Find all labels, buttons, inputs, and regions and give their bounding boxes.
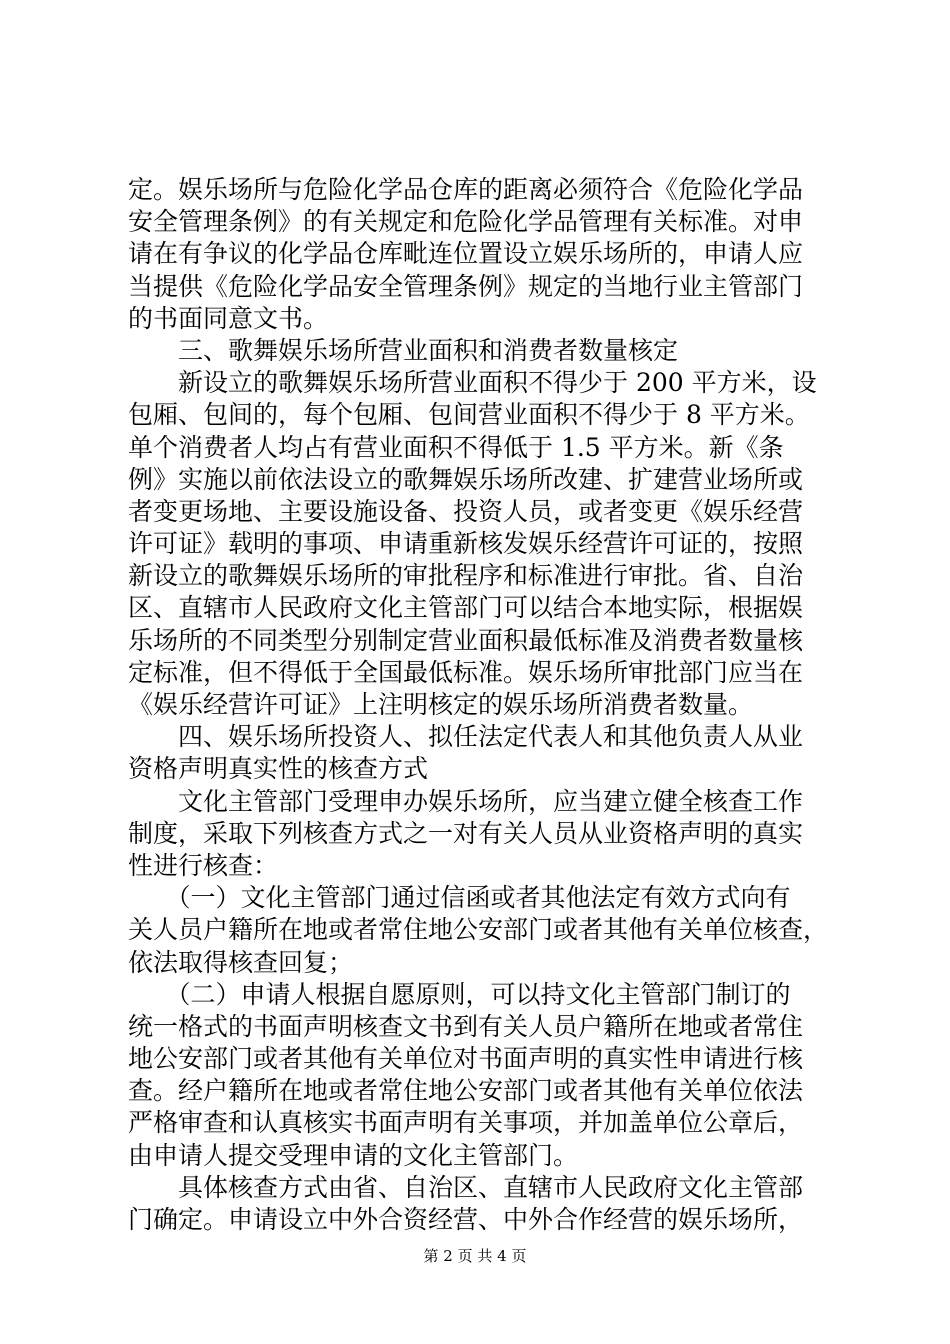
text-line: 文化主管部门受理申办娱乐场所，应当建立健全核查工作	[128, 786, 804, 816]
text-line: 乐场所的不同类型分别制定营业面积最低标准及消费者数量核	[128, 625, 804, 655]
page-footer: 第 2 页 共 4 页	[423, 1247, 527, 1265]
section-heading: 三、歌舞娱乐场所营业面积和消费者数量核定	[128, 335, 679, 365]
body-text	[128, 174, 840, 1236]
text-line: 《娱乐经营许可证》上注明核定的娱乐场所消费者数量。	[128, 690, 754, 719]
list-item-line: 由申请人提交受理申请的文化主管部门。	[128, 1140, 579, 1170]
text-line: 者变更场地、主要设施设备、投资人员，或者变更《娱乐经营	[128, 496, 804, 526]
text-line: 门确定。申请设立中外合资经营、中外合作经营的娱乐场所，	[128, 1205, 804, 1234]
text-line: 许可证》载明的事项、申请重新核发娱乐经营许可证的，按照	[128, 529, 804, 559]
text-line: 当提供《危险化学品安全管理条例》规定的当地行业主管部门	[128, 271, 804, 301]
list-item-line: 统一格式的书面声明核查文书到有关人员户籍所在地或者常住	[128, 1011, 804, 1041]
text-line: 新设立的歌舞娱乐场所的审批程序和标准进行审批。省、自治	[128, 561, 804, 591]
list-item-line: 严格审查和认真核实书面声明有关事项，并加盖单位公章后，	[128, 1108, 804, 1138]
text-line: 例》实施以前依法设立的歌舞娱乐场所改建、扩建营业场所或	[128, 464, 804, 494]
text-line: 单个消费者人均占有营业面积不得低于 1.5 平方米。新《条	[128, 432, 784, 462]
text-line: 新设立的歌舞娱乐场所营业面积不得少于 200 平方米，设	[128, 368, 817, 398]
text-line: 区、直辖市人民政府文化主管部门可以结合本地实际，根据娱	[128, 593, 804, 623]
text-line: 定标准，但不得低于全国最低标准。娱乐场所审批部门应当在	[128, 657, 804, 687]
text-line: 包厢、包间的，每个包厢、包间营业面积不得少于 8 平方米。	[128, 400, 810, 430]
list-item-line: 依法取得核查回复；	[128, 947, 354, 977]
list-item-line: 地公安部门或者其他有关单位对书面声明的真实性申请进行核	[128, 1044, 804, 1074]
text-line: 定。娱乐场所与危险化学品仓库的距离必须符合《危险化学品	[128, 175, 804, 204]
text-line: 制度，采取下列核查方式之一对有关人员从业资格声明的真实	[128, 818, 804, 848]
section-heading: 四、娱乐场所投资人、拟任法定代表人和其他负责人从业	[128, 722, 804, 752]
text-line: 的书面同意文书。	[128, 303, 329, 333]
list-item-line: （二）申请人根据自愿原则，可以持文化主管部门制订的	[128, 979, 791, 1009]
list-item-line: 查。经户籍所在地或者常住地公安部门或者其他有关单位依法	[128, 1076, 804, 1106]
text-line: 请在有争议的化学品仓库毗连位置设立娱乐场所的，申请人应	[128, 239, 804, 269]
text-line: 安全管理条例》的有关规定和危险化学品管理有关标准。对申	[128, 207, 804, 237]
list-item-line: （一）文化主管部门通过信函或者其他法定有效方式向有	[128, 883, 791, 913]
section-heading: 资格声明真实性的核查方式	[128, 754, 429, 784]
text-line: 具体核查方式由省、自治区、直辖市人民政府文化主管部	[128, 1172, 804, 1202]
text-line: 性进行核查：	[128, 850, 279, 880]
list-item-line: 关人员户籍所在地或者常住地公安部门或者其他有关单位核查，	[128, 915, 829, 945]
